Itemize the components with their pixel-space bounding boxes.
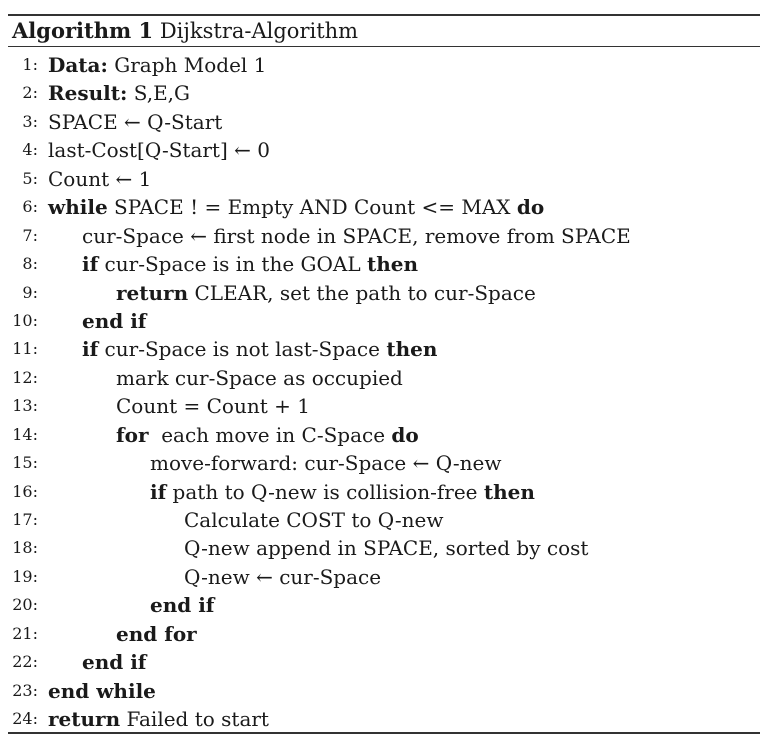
line-number: 8:	[22, 254, 38, 274]
line-number: 11:	[12, 339, 38, 359]
algorithm-lines	[8, 51, 760, 734]
keyword: if	[82, 337, 99, 362]
line-code	[150, 449, 501, 477]
keyword: Data:	[48, 53, 108, 77]
line-number: 7:	[22, 225, 38, 245]
keyword: end if	[150, 593, 215, 618]
line-number: 10:	[12, 310, 38, 330]
line-number: 9:	[22, 282, 38, 302]
line-code	[116, 620, 197, 648]
algorithm-label: Algorithm 1	[12, 18, 154, 43]
line-number: 20:	[12, 595, 38, 615]
line-code	[116, 392, 310, 420]
code-text: CLEAR, set the path to cur-Space	[188, 280, 536, 305]
code-text: Failed to start	[120, 707, 269, 732]
line-number: 19:	[12, 566, 38, 586]
code-text: Q-new ← cur-Space	[184, 564, 382, 589]
code-text: cur-Space is in the GOAL	[98, 252, 368, 277]
line-code	[116, 364, 403, 392]
line-code	[48, 79, 190, 107]
code-text: cur-Space is not last-Space	[98, 337, 387, 362]
line-code	[48, 705, 269, 733]
line-code	[82, 335, 437, 363]
line-code	[82, 648, 146, 676]
caption-rule	[8, 46, 760, 47]
line-number: 3:	[22, 111, 38, 131]
line-number: 22:	[12, 652, 38, 672]
line-code	[48, 51, 266, 79]
algorithm-line	[8, 392, 760, 420]
algorithm-line	[8, 705, 760, 733]
algorithm-line	[8, 591, 760, 619]
keyword: if	[150, 479, 167, 504]
code-text: move-forward: cur-Space ← Q-new	[150, 451, 502, 476]
algorithm-line	[8, 534, 760, 562]
keyword: return	[48, 707, 121, 732]
algorithm-line	[8, 563, 760, 591]
line-code	[48, 193, 544, 221]
algorithm-line	[8, 307, 760, 335]
algorithm-line	[8, 79, 760, 107]
keyword: end for	[116, 621, 197, 646]
line-number: 16:	[12, 481, 38, 501]
keyword: while	[48, 195, 108, 220]
line-code	[116, 421, 419, 449]
line-number: 23:	[12, 680, 38, 700]
bottom-rule	[8, 732, 760, 734]
algorithm-line	[8, 250, 760, 278]
keyword: if	[82, 252, 99, 277]
line-code	[184, 506, 444, 534]
code-text: last-Cost[Q-Start] ← 0	[48, 138, 270, 163]
code-text: path to Q-new is collision-free	[166, 479, 484, 504]
line-code	[116, 279, 536, 307]
line-code	[48, 108, 222, 136]
code-text: Q-new append in SPACE, sorted by cost	[184, 536, 589, 561]
line-code	[82, 307, 146, 335]
algorithm-line	[8, 193, 760, 221]
algorithm-caption	[8, 16, 760, 46]
keyword: Result:	[48, 81, 128, 106]
line-number: 17:	[12, 510, 38, 529]
line-number: 5:	[22, 168, 38, 188]
algorithm-line	[8, 449, 760, 477]
algorithm-line	[8, 279, 760, 307]
algorithm-line	[8, 506, 760, 534]
line-code	[184, 563, 381, 591]
algorithm-line	[8, 222, 760, 250]
keyword: then	[386, 337, 438, 362]
algorithm-line	[8, 421, 760, 449]
keyword: for	[116, 422, 149, 447]
code-text: Count = Count + 1	[116, 394, 310, 419]
algorithm-line	[8, 165, 760, 193]
line-code	[150, 478, 535, 506]
code-text: Calculate COST to Q-new	[184, 508, 444, 532]
line-number: 18:	[12, 538, 38, 558]
algorithm-line	[8, 620, 760, 648]
algorithm-block	[8, 14, 760, 734]
line-code	[150, 591, 214, 619]
keyword: end while	[48, 678, 156, 703]
keyword: end if	[82, 308, 147, 333]
line-number: 15:	[12, 453, 38, 473]
keyword: do	[391, 422, 419, 447]
algorithm-line	[8, 677, 760, 705]
line-number: 14:	[12, 424, 38, 444]
algorithm-line	[8, 648, 760, 676]
keyword: do	[516, 195, 545, 220]
line-code	[48, 165, 151, 193]
keyword: then	[483, 479, 535, 504]
code-text: S,E,G	[127, 81, 191, 106]
code-text: SPACE ! = Empty AND Count <= MAX	[107, 195, 517, 220]
code-text: Count ← 1	[48, 166, 152, 191]
line-number: 21:	[12, 623, 38, 643]
line-number: 24:	[12, 709, 38, 729]
code-text: each move in C-Space	[148, 422, 392, 447]
line-code	[82, 250, 418, 278]
code-text: mark cur-Space as occupied	[116, 365, 403, 390]
line-number: 13:	[12, 396, 38, 416]
line-code	[82, 222, 631, 250]
keyword: then	[367, 252, 419, 277]
line-code	[184, 534, 588, 562]
keyword: end if	[82, 650, 147, 675]
algorithm-line	[8, 136, 760, 164]
algorithm-line	[8, 364, 760, 392]
line-number: 12:	[12, 367, 38, 387]
algorithm-line	[8, 335, 760, 363]
line-number: 1:	[22, 55, 38, 74]
line-number: 6:	[22, 197, 38, 217]
line-number: 4:	[22, 140, 38, 160]
algorithm-line	[8, 478, 760, 506]
line-number: 2:	[22, 83, 38, 103]
code-text: cur-Space ← first node in SPACE, remove from SPACE	[82, 223, 631, 248]
line-code	[48, 677, 156, 705]
code-text: SPACE ← Q-Start	[48, 109, 223, 134]
code-text: Graph Model 1	[107, 53, 267, 77]
algorithm-line	[8, 108, 760, 136]
algorithm-line	[8, 51, 760, 79]
line-code	[48, 136, 270, 164]
algorithm-title: Dijkstra-Algorithm	[159, 19, 359, 43]
keyword: return	[116, 280, 189, 305]
